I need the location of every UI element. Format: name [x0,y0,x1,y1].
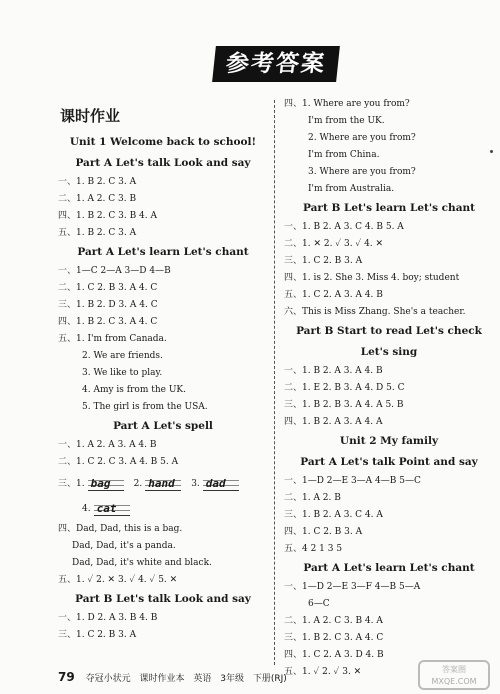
answer-line: 二、1. A 2. C 3. B 4. A [284,616,383,626]
footer-brand: 夺冠小状元 [85,674,131,684]
answer-line: 二、1. C 2. B 3. A 4. C [58,283,158,293]
answer-line: 三、1. B 2. B 3. A 4. A 5. B [284,400,404,410]
answer-line: 4. Amy is from the UK. [82,385,187,395]
answer-line: 3. Where are you from? [308,167,416,177]
unit2-heading: Unit 2 My family [339,435,439,447]
answer-line: 五、4 2 1 3 5 [284,544,343,554]
answer-key-banner: 参考答案 [212,46,340,82]
answer-line: Dad, Dad, it's white and black. [72,558,212,568]
watermark-url: MXQE.COM [431,677,477,686]
lets-sing-heading: Let's sing [360,346,418,358]
answer-line: 五、1. I'm from Canada. [58,334,167,344]
answer-line: 2. Where are you from? [308,133,416,143]
answer-line: 一、1—D 2—E 3—A 4—B 5—C [284,476,421,486]
footer-volume: 下册(RJ) [252,674,287,684]
answer-line: I'm from the UK. [308,116,385,126]
handwritten-word: dad [205,477,226,490]
answer-line: 五、1. ✓ 2. ✓ 3. ✕ [284,667,362,677]
answer-line: 3. We like to play. [82,368,163,378]
hw-label: 4. [82,504,91,514]
footer-grade: 3年级 [220,674,244,684]
partB-read-heading: Part B Start to read Let's check [296,325,482,337]
answer-line: 6—C [308,599,330,609]
answer-line: 四、1. B 2. C 3. B 4. A [58,211,157,221]
answer-line: 二、1. A 2. C 3. B [58,194,137,204]
answer-line: 四、1. C 2. B 3. A [284,527,363,537]
answer-line: I'm from Australia. [308,184,395,194]
answer-line: 二、1. E 2. B 3. A 4. D 5. C [284,383,405,393]
answer-line: 一、1. D 2. A 3. B 4. B [58,613,158,623]
answer-line: 一、1—C 2—A 3—D 4—B [58,266,171,276]
answer-line: I'm from China. [308,150,380,160]
handwritten-word: hand [148,477,175,490]
section-title: 课时作业 [60,107,121,125]
hw-label: 2. [133,479,143,489]
answer-line: 二、1. A 2. B [284,493,341,503]
handwriting-box [203,476,239,491]
answer-line: 一、1. B 2. A 3. A 4. B [284,366,383,376]
answer-line: 四、1. Where are you from? [284,99,410,109]
answer-line: 三、1. B 2. D 3. A 4. C [58,300,158,310]
answer-line: 四、1. C 2. A 3. D 4. B [284,650,384,660]
answer-line: Dad, Dad, it's a panda. [72,541,176,551]
watermark-text: 答案圈 [442,665,466,674]
answer-line: 四、Dad, Dad, this is a bag. [58,524,183,534]
unit1-heading: Unit 1 Welcome back to school! [69,136,257,148]
footer-book: 课时作业本 [139,674,185,684]
handwriting-line [58,471,268,497]
right-column [284,96,494,681]
answer-line: 5. The girl is from the USA. [82,402,208,412]
watermark-logo [418,660,490,690]
hw-label: 1. [76,479,85,489]
answer-line: 一、1. A 2. A 3. A 4. B [58,440,157,450]
answer-line: 五、1. C 2. A 3. A 4. B [284,290,383,300]
answer-line: 三、1. B 2. A 3. C 4. A [284,510,383,520]
partA-talk-heading: Part A Let's talk Look and say [75,157,251,169]
answer-line: 二、1. ✕ 2. ✓ 3. ✓ 4. ✕ [284,239,384,249]
partA-learn-heading: Part A Let's learn Let's chant [77,246,249,258]
answer-line: 四、1. is 2. She 3. Miss 4. boy; student [284,273,460,283]
answer-line: 六、This is Miss Zhang. She's a teacher. [284,307,466,317]
answer-line: 一、1. B 2. C 3. A [58,177,137,187]
handwriting-box [94,501,130,516]
answer-line: 五、1. ✓ 2. ✕ 3. ✓ 4. ✓ 5. ✕ [58,575,178,585]
footer-subject: 英语 [193,674,212,684]
u2-partA-talk-heading: Part A Let's talk Point and say [300,456,478,468]
handwriting-box [145,476,181,491]
answer-line: 五、1. B 2. C 3. A [58,228,137,238]
answer-line: 四、1. B 2. C 3. A 4. C [58,317,158,327]
answer-line: 三、1. C 2. B 3. A [58,630,137,640]
q-number: 三、 [58,479,77,489]
answer-line: 二、1. C 2. C 3. A 4. B 5. A [58,457,179,467]
partB-talk-heading: Part B Let's talk Look and say [75,593,251,605]
answer-line: 三、1. C 2. B 3. A [284,256,363,266]
handwriting-box [88,476,124,491]
handwritten-word: bag [90,477,111,490]
page-number: 79 [58,670,75,684]
hw-label: 3. [191,479,200,489]
partB-learn-heading: Part B Let's learn Let's chant [303,202,475,214]
answer-line: 一、1. B 2. A 3. C 4. B 5. A [284,222,404,232]
answer-line: 四、1. B 2. A 3. A 4. A [284,417,383,427]
handwriting-line [58,497,268,521]
answer-line: 一、1—D 2—E 3—F 4—B 5—A [284,582,421,592]
left-column [58,100,268,644]
u2-partA-learn-heading: Part A Let's learn Let's chant [303,562,475,574]
handwritten-word: cat [96,502,117,515]
answer-line: 2. We are friends. [82,351,163,361]
partA-spell-heading: Part A Let's spell [113,420,213,432]
page-footer [58,668,293,686]
answer-line: 三、1. B 2. C 3. A 4. C [284,633,384,643]
column-divider [274,100,275,665]
